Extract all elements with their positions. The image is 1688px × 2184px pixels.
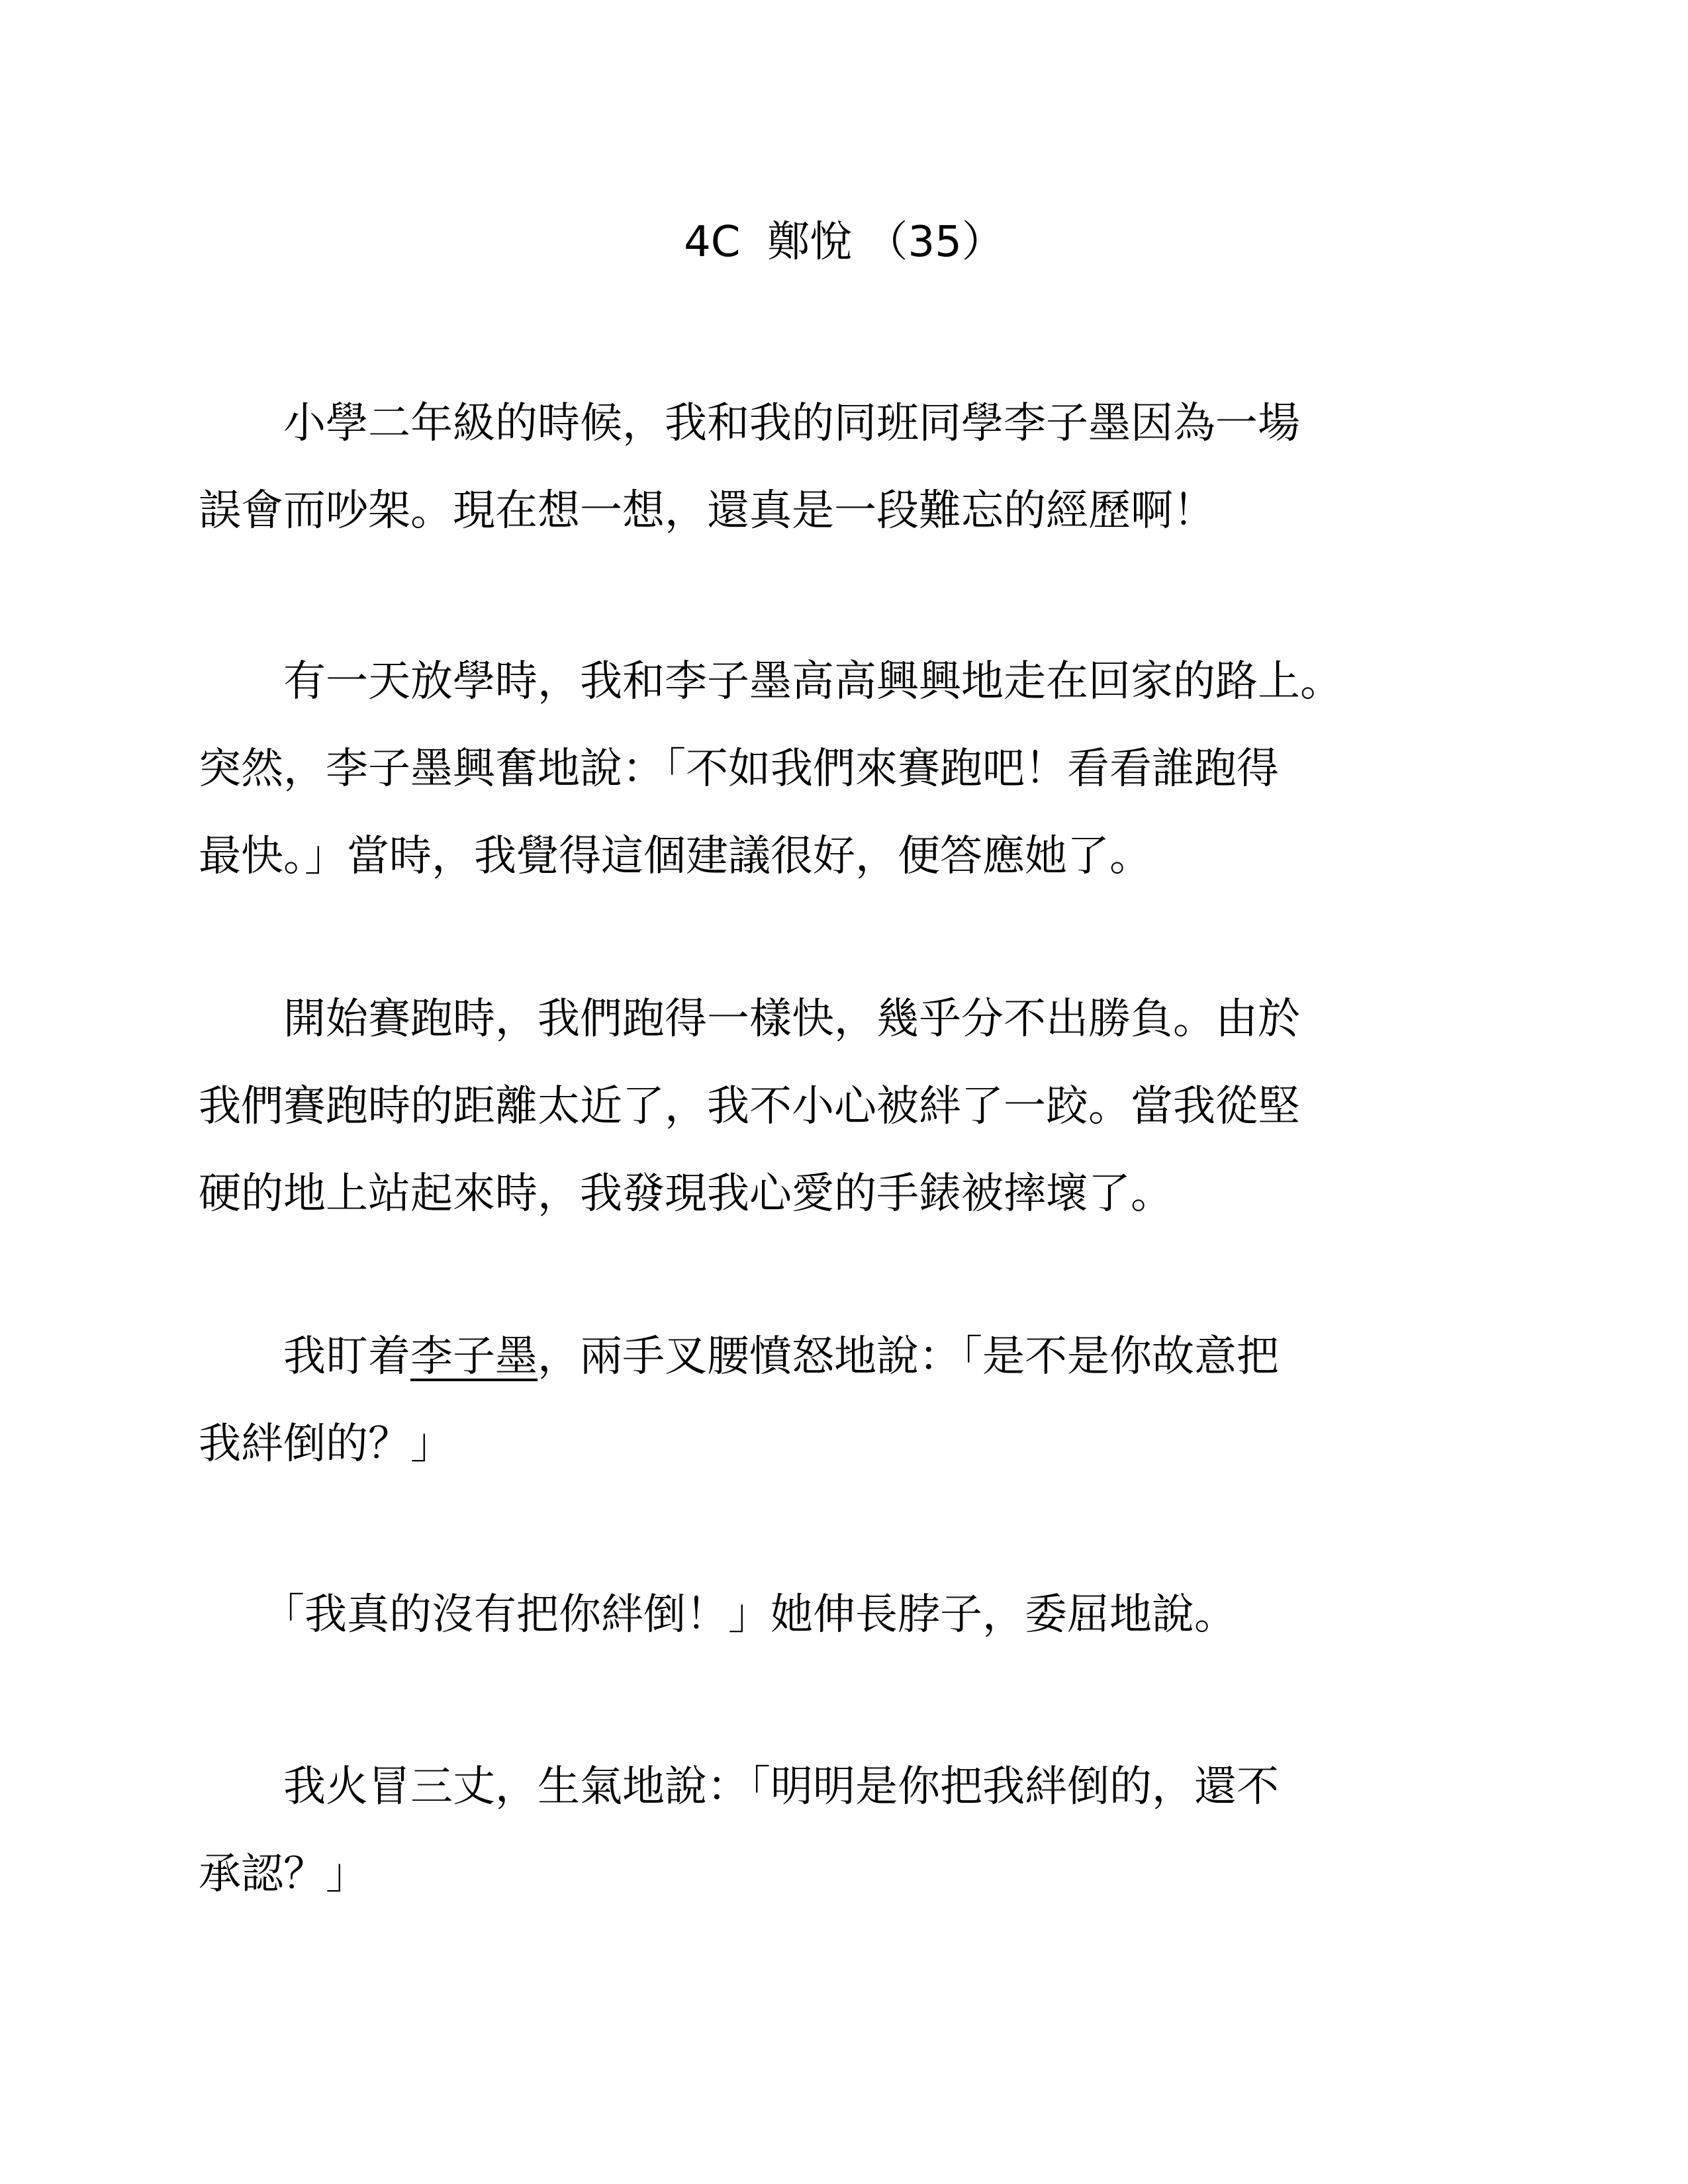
underlined-name: 李子墨 <box>410 1332 538 1381</box>
paragraph-3 <box>199 976 1523 1238</box>
text-segment: ，兩手叉腰憤怒地說：「是不是你故意把 <box>538 1332 1279 1381</box>
text-line: 誤會而吵架。現在想一想，還真是一段難忘的經歷啊！ <box>199 486 1215 535</box>
text-line: 有一天放學時，我和李子墨高高興興地走在回家的路上。 <box>199 657 1342 706</box>
text-segment: 我盯着 <box>199 1332 410 1381</box>
paragraph-4 <box>199 1313 1523 1488</box>
paragraph-1 <box>199 380 1523 555</box>
text-line: 開始賽跑時，我們跑得一樣快，幾乎分不出勝負。由於 <box>199 995 1300 1044</box>
text-line: 我絆倒的？」 <box>199 1420 453 1469</box>
paragraph-6 <box>199 1743 1523 1918</box>
text-line: 最快。」當時，我覺得這個建議很好，便答應她了。 <box>199 832 1152 881</box>
text-line: 我們賽跑時的距離太近了，我不小心被絆了一跤。當我從堅 <box>199 1082 1300 1131</box>
text-line: 「我真的沒有把你絆倒！」她伸長脖子，委屈地說。 <box>199 1590 1237 1639</box>
text-line <box>199 1313 1523 1400</box>
text-line: 小學二年級的時候，我和我的同班同學李子墨因為一場 <box>199 399 1300 448</box>
text-line: 突然，李子墨興奮地說：「不如我們來賽跑吧！看看誰跑得 <box>199 745 1279 794</box>
text-line: 承認？」 <box>199 1850 368 1899</box>
text-line: 我火冒三丈，生氣地說：「明明是你把我絆倒的，還不 <box>199 1762 1279 1811</box>
paragraph-5 <box>199 1571 1523 1659</box>
paragraph-2 <box>199 638 1523 900</box>
text-line: 硬的地上站起來時，我發現我心愛的手錶被摔壞了。 <box>199 1169 1173 1218</box>
document-title: 4C 鄭悅 （35） <box>684 218 1004 267</box>
